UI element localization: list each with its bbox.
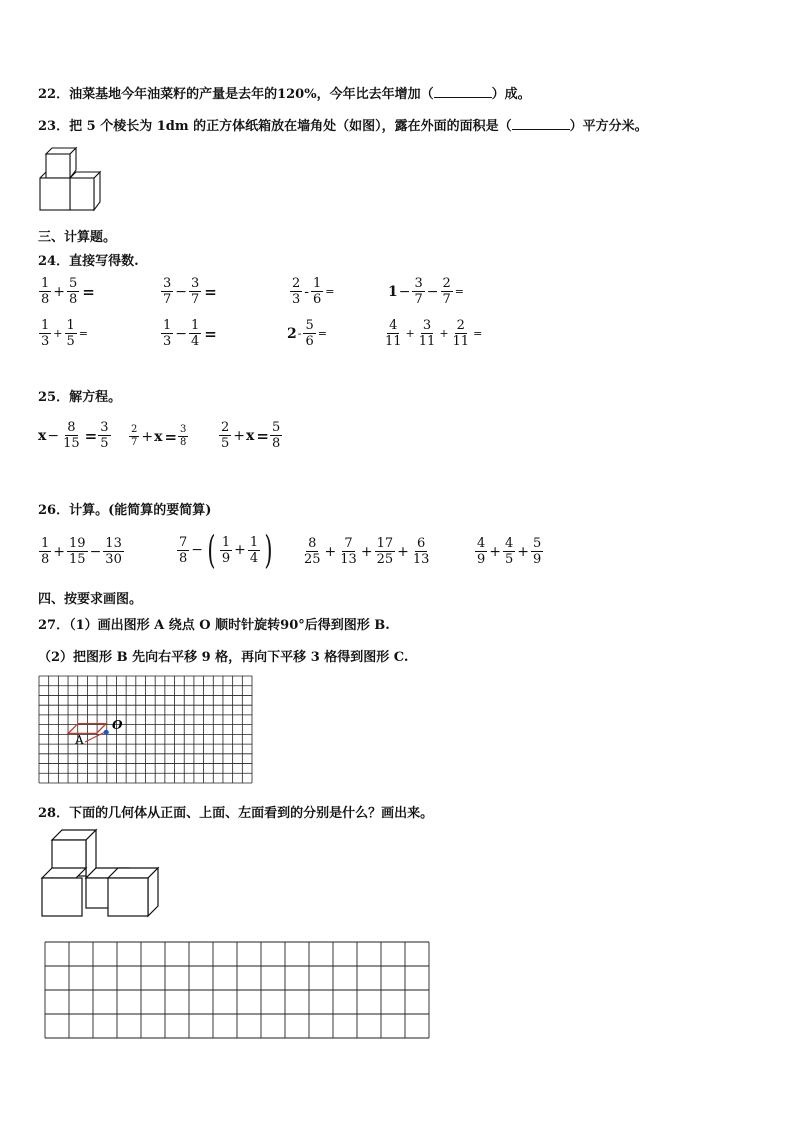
fraction bbox=[383, 318, 404, 349]
numerator: 7 bbox=[179, 534, 188, 550]
fraction bbox=[303, 318, 315, 349]
variable-x: x bbox=[246, 427, 255, 444]
minus-sign: − bbox=[426, 283, 439, 300]
denominator: 7 bbox=[131, 437, 138, 448]
equals-sign: = bbox=[317, 327, 327, 340]
fraction bbox=[39, 536, 51, 567]
q25-equation-3 bbox=[218, 420, 283, 451]
label-o: O bbox=[112, 718, 123, 732]
denominator: 15 bbox=[69, 552, 86, 567]
minus-sign: - bbox=[304, 283, 310, 300]
equals-sign: = bbox=[256, 426, 269, 445]
equals-sign: = bbox=[78, 327, 88, 340]
q26-expr-1 bbox=[38, 536, 125, 567]
denominator: 6 bbox=[305, 334, 314, 349]
q24-expr-4 bbox=[388, 276, 464, 307]
fraction bbox=[311, 276, 323, 307]
numerator: 1 bbox=[41, 536, 50, 551]
denominator: 25 bbox=[304, 552, 321, 567]
numerator: 13 bbox=[105, 536, 122, 551]
denominator: 15 bbox=[63, 436, 80, 451]
question-number: 26． bbox=[38, 503, 70, 518]
plus-sign: + bbox=[53, 283, 66, 300]
numerator: 8 bbox=[308, 536, 317, 551]
numerator: 1 bbox=[163, 318, 172, 333]
plus-sign: + bbox=[360, 543, 373, 560]
denominator: 11 bbox=[418, 334, 436, 349]
denominator: 7 bbox=[163, 292, 172, 307]
section-4-title: 四、按要求画图。 bbox=[38, 592, 143, 607]
minus-sign: − bbox=[47, 427, 60, 444]
cubes-figure-q23 bbox=[36, 146, 106, 216]
fraction bbox=[375, 536, 396, 567]
fraction bbox=[503, 536, 515, 567]
label-a: A bbox=[75, 733, 84, 747]
variable-x: x bbox=[38, 427, 47, 444]
solid-figure-q28 bbox=[38, 828, 168, 922]
minus-sign: − bbox=[89, 543, 102, 560]
denominator: 7 bbox=[442, 292, 451, 307]
fraction bbox=[189, 276, 201, 307]
fraction bbox=[220, 535, 232, 566]
fraction bbox=[531, 536, 543, 567]
numerator: 2 bbox=[292, 276, 301, 291]
denominator: 9 bbox=[533, 552, 542, 567]
numerator: 1 bbox=[41, 318, 50, 333]
plus-sign: + bbox=[53, 543, 66, 560]
question-number: 27． bbox=[38, 618, 70, 633]
denominator: 25 bbox=[376, 552, 394, 567]
equals-sign: = bbox=[82, 282, 95, 301]
numerator: 1 bbox=[221, 534, 231, 550]
denominator: 13 bbox=[340, 552, 357, 567]
rotation-grid[interactable] bbox=[39, 676, 253, 784]
question-27-part-2: （2）把图形 B 先向右平移 9 格，再向下平移 3 格得到图形 C. bbox=[38, 650, 409, 665]
numerator: 1 bbox=[249, 534, 259, 550]
denominator: 8 bbox=[271, 436, 281, 451]
question-26 bbox=[38, 499, 211, 518]
plus-sign: + bbox=[53, 327, 63, 340]
denominator: 5 bbox=[100, 436, 109, 451]
fraction bbox=[411, 536, 432, 567]
plus-sign: + bbox=[517, 543, 530, 560]
q24-expr-6 bbox=[160, 318, 217, 349]
denominator: 3 bbox=[41, 334, 50, 349]
q24-expr-5 bbox=[38, 318, 88, 349]
question-text: 解方程。 bbox=[69, 390, 122, 405]
numerator: 1 bbox=[66, 318, 75, 333]
fraction bbox=[103, 536, 124, 567]
equals-sign: = bbox=[84, 426, 98, 445]
q24-expr-7 bbox=[287, 318, 327, 349]
fraction bbox=[39, 276, 51, 307]
equals-sign: = bbox=[204, 282, 217, 301]
fraction bbox=[290, 276, 302, 307]
drawing-grid[interactable] bbox=[45, 942, 431, 1040]
minus-sign: - bbox=[297, 327, 302, 340]
whole-number: 2 bbox=[287, 325, 297, 342]
numerator: 3 bbox=[414, 276, 423, 291]
numerator: 7 bbox=[344, 536, 353, 551]
numerator: 4 bbox=[505, 536, 514, 551]
section-3-title: 三、计算题。 bbox=[38, 230, 117, 245]
denominator: 8 bbox=[69, 292, 78, 307]
fraction bbox=[65, 318, 77, 349]
denominator: 11 bbox=[385, 334, 402, 349]
question-28 bbox=[38, 802, 433, 821]
fraction bbox=[302, 536, 323, 567]
denominator: 30 bbox=[105, 552, 122, 567]
denominator: 3 bbox=[163, 334, 172, 349]
question-text: 计算。(能简算的要简算) bbox=[69, 503, 212, 518]
fraction bbox=[270, 420, 282, 451]
fraction bbox=[98, 420, 110, 451]
denominator: 7 bbox=[191, 292, 200, 307]
numerator: 1 bbox=[41, 276, 50, 291]
numerator: 3 bbox=[422, 318, 432, 333]
fraction bbox=[161, 318, 173, 349]
question-text-end: ）平方分米。 bbox=[569, 119, 648, 134]
equals-sign: = bbox=[325, 285, 335, 298]
denominator: 11 bbox=[452, 334, 470, 349]
plus-sign: + bbox=[141, 428, 154, 445]
numerator: 2 bbox=[456, 318, 465, 333]
numerator: 3 bbox=[100, 420, 109, 435]
equals-sign: = bbox=[454, 285, 464, 298]
fraction bbox=[39, 318, 51, 349]
answer-blank[interactable] bbox=[512, 118, 570, 130]
question-text: 油菜基地今年油菜籽的产量是去年的120%，今年比去年增加（ bbox=[69, 87, 434, 102]
fraction bbox=[412, 276, 424, 307]
denominator: 8 bbox=[180, 437, 187, 448]
plus-sign: + bbox=[324, 543, 337, 560]
numerator: 19 bbox=[69, 536, 86, 551]
fraction bbox=[338, 536, 359, 567]
denominator: 6 bbox=[313, 292, 322, 307]
minus-sign: − bbox=[175, 283, 188, 300]
plus-sign: + bbox=[234, 542, 246, 558]
plus-sign: + bbox=[397, 543, 409, 560]
question-text: 下面的几何体从正面、上面、左面看到的分别是什么？画出来。 bbox=[69, 806, 434, 821]
minus-sign: − bbox=[175, 325, 188, 342]
plus-sign: + bbox=[405, 327, 415, 340]
plus-sign: + bbox=[439, 327, 449, 340]
equals-sign: = bbox=[164, 427, 178, 446]
denominator: 13 bbox=[412, 552, 430, 567]
q26-expr-4 bbox=[474, 536, 544, 567]
denominator: 3 bbox=[292, 292, 301, 307]
equals-sign: = bbox=[473, 327, 483, 340]
plus-sign: + bbox=[489, 543, 502, 560]
fraction bbox=[441, 276, 453, 307]
numerator: 8 bbox=[67, 420, 76, 435]
fraction bbox=[417, 318, 438, 349]
numerator: 2 bbox=[131, 424, 138, 435]
fraction bbox=[178, 424, 188, 449]
question-number: 22． bbox=[38, 87, 70, 102]
fraction bbox=[189, 318, 201, 349]
numerator: 1 bbox=[191, 318, 200, 333]
question-text: 直接写得数. bbox=[69, 254, 139, 269]
numerator: 5 bbox=[305, 318, 314, 333]
q24-expr-3 bbox=[289, 276, 335, 307]
numerator: 2 bbox=[442, 276, 451, 291]
q24-expr-1 bbox=[38, 276, 95, 307]
q25-equation-1 bbox=[38, 420, 112, 451]
numerator: 1 bbox=[313, 276, 322, 291]
q25-equation-2 bbox=[128, 424, 189, 449]
question-text: （1）画出图形 A 绕点 O 顺时针旋转90°后得到图形 B. bbox=[69, 618, 390, 633]
left-parenthesis: ( bbox=[207, 528, 216, 572]
plus-sign: + bbox=[233, 427, 246, 444]
answer-blank[interactable] bbox=[434, 86, 492, 98]
q26-expr-2 bbox=[176, 530, 276, 570]
denominator: 5 bbox=[221, 436, 230, 451]
numerator: 17 bbox=[376, 536, 394, 551]
fraction bbox=[475, 536, 487, 567]
numerator: 3 bbox=[191, 276, 200, 291]
question-number: 24． bbox=[38, 254, 70, 269]
numerator: 3 bbox=[180, 424, 187, 435]
question-23 bbox=[38, 115, 648, 134]
fraction bbox=[67, 536, 88, 567]
question-number: 28． bbox=[38, 806, 70, 821]
denominator: 9 bbox=[477, 552, 486, 567]
point-o bbox=[104, 730, 109, 735]
fraction bbox=[61, 420, 82, 451]
denominator: 9 bbox=[221, 550, 231, 566]
equals-sign: = bbox=[204, 324, 217, 343]
question-number: 23． bbox=[38, 119, 70, 134]
numerator: 5 bbox=[271, 420, 281, 435]
numerator: 5 bbox=[69, 276, 78, 291]
fraction bbox=[451, 318, 472, 349]
fraction bbox=[219, 420, 231, 451]
denominator: 8 bbox=[179, 550, 188, 566]
minus-sign: − bbox=[191, 542, 204, 558]
question-24 bbox=[38, 250, 139, 269]
question-number: 25． bbox=[38, 390, 70, 405]
numerator: 2 bbox=[221, 420, 230, 435]
question-25 bbox=[38, 386, 121, 405]
minus-sign: − bbox=[398, 283, 411, 300]
denominator: 5 bbox=[66, 334, 75, 349]
question-27-part-1 bbox=[38, 614, 390, 633]
q24-expr-2 bbox=[160, 276, 217, 307]
fraction bbox=[129, 424, 139, 449]
denominator: 5 bbox=[505, 552, 514, 567]
denominator: 4 bbox=[191, 334, 200, 349]
question-text: 把 5 个棱长为 1dm 的正方体纸箱放在墙角处（如图），露在外面的面积是（ bbox=[69, 119, 512, 134]
whole-number: 1 bbox=[388, 283, 398, 300]
question-text-end: ）成。 bbox=[491, 87, 531, 102]
question-22 bbox=[38, 83, 531, 102]
fraction bbox=[67, 276, 79, 307]
q26-expr-3 bbox=[301, 536, 432, 567]
fraction bbox=[177, 535, 189, 566]
numerator: 4 bbox=[477, 536, 486, 551]
numerator: 6 bbox=[416, 536, 426, 551]
variable-x: x bbox=[154, 428, 163, 445]
fraction bbox=[248, 535, 260, 566]
denominator: 8 bbox=[41, 552, 50, 567]
right-parenthesis: ) bbox=[264, 528, 273, 572]
q24-expr-8 bbox=[382, 318, 482, 349]
denominator: 8 bbox=[41, 292, 50, 307]
denominator: 7 bbox=[414, 292, 423, 307]
numerator: 3 bbox=[163, 276, 172, 291]
numerator: 4 bbox=[389, 318, 398, 333]
fraction bbox=[161, 276, 173, 307]
numerator: 5 bbox=[533, 536, 542, 551]
denominator: 4 bbox=[249, 550, 259, 566]
